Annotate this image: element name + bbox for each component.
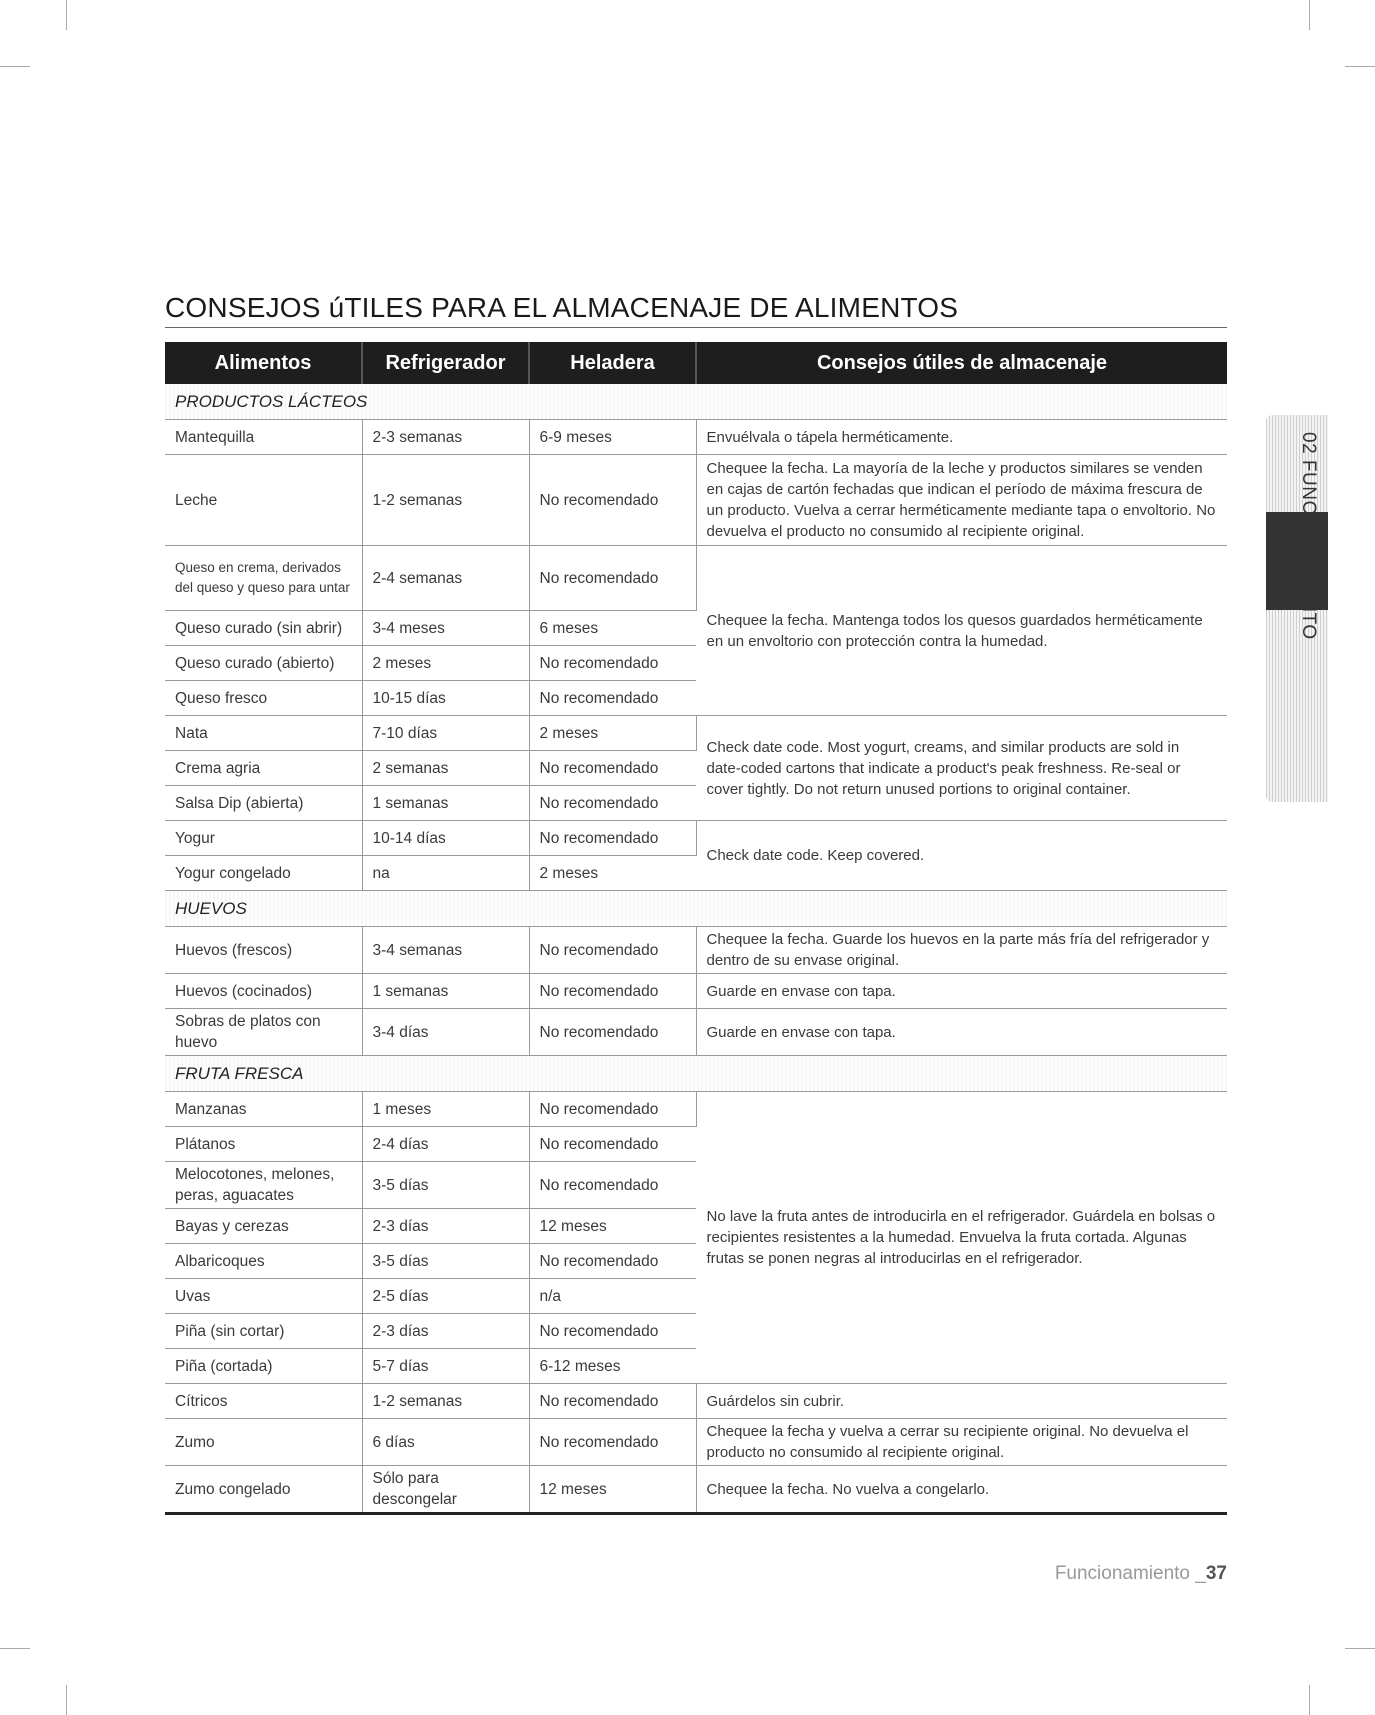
fridge-time: 2 semanas [362,751,529,786]
food-name: Plátanos [165,1127,362,1162]
page-title: CONSEJOS úTILES PARA EL ALMACENAJE DE ALIMENTOS [165,292,959,323]
fridge-time: 3-4 meses [362,611,529,646]
freezer-time: No recomendado [529,1092,696,1127]
crop-mark [1309,0,1310,30]
food-storage-table [165,342,1227,1515]
fridge-time: 1-2 semanas [362,1384,529,1419]
food-name: Zumo [165,1419,362,1466]
freezer-time: 6 meses [529,611,696,646]
food-name: Leche [165,455,362,546]
freezer-time: No recomendado [529,455,696,546]
freezer-time: No recomendado [529,751,696,786]
fridge-time: 5-7 días [362,1349,529,1384]
freezer-time: 12 meses [529,1209,696,1244]
fridge-time: 7-10 días [362,716,529,751]
section-heading-dairy: PRODUCTOS LÁCTEOS [165,384,1227,420]
crop-mark [1309,1685,1310,1715]
storage-tip: Guarde en envase con tapa. [696,1009,1227,1056]
column-header-consejos: Consejos útiles de almacenaje [696,342,1227,384]
food-name: Huevos (frescos) [165,927,362,974]
table-row [165,546,1227,611]
freezer-time: No recomendado [529,1314,696,1349]
food-name: Queso en crema, derivados del queso y queso para untar [165,546,362,611]
table-row [165,927,1227,974]
table-row [165,974,1227,1009]
freezer-time: No recomendado [529,1384,696,1419]
fridge-time: 3-4 días [362,1009,529,1056]
section-heading-eggs: HUEVOS [165,891,1227,927]
food-name: Mantequilla [165,420,362,455]
page-number: 37 [1205,1563,1227,1584]
table-row [165,1419,1227,1466]
chapter-tab-label: 02 FUNCIONAMIENTO [1298,432,1319,640]
freezer-time: No recomendado [529,1244,696,1279]
freezer-time: No recomendado [529,927,696,974]
column-header-refrigerador: Refrigerador [362,342,529,384]
food-name: Piña (sin cortar) [165,1314,362,1349]
fridge-time: 2-5 días [362,1279,529,1314]
food-name: Queso curado (sin abrir) [165,611,362,646]
storage-tip: Chequee la fecha. La mayoría de la leche y productos similares se venden en cajas de cartón fechadas que indican el período de máxima frescura de un producto. Vuelva a cerrar herméticamente mediante tapa o envoltorio. No devuelva el producto no consumido al recipiente original. [696,455,1227,546]
food-name: Yogur [165,821,362,856]
freezer-time: No recomendado [529,821,696,856]
storage-tip: Guarde en envase con tapa. [696,974,1227,1009]
food-name: Queso fresco [165,681,362,716]
food-name: Huevos (cocinados) [165,974,362,1009]
freezer-time: No recomendado [529,646,696,681]
freezer-time: No recomendado [529,974,696,1009]
freezer-time: No recomendado [529,786,696,821]
freezer-time: n/a [529,1279,696,1314]
freezer-time: 2 meses [529,716,696,751]
fridge-time: 2-3 semanas [362,420,529,455]
fridge-time: 1 semanas [362,786,529,821]
crop-mark [0,66,30,67]
column-header-alimentos: Alimentos [165,342,362,384]
food-name: Yogur congelado [165,856,362,891]
food-name: Queso curado (abierto) [165,646,362,681]
food-name: Bayas y cerezas [165,1209,362,1244]
fridge-time: 3-5 días [362,1244,529,1279]
fridge-time: 1 semanas [362,974,529,1009]
freezer-time: No recomendado [529,681,696,716]
section-heading-fruit: FRUTA FRESCA [165,1056,1227,1092]
table-row [165,1092,1227,1127]
table-row [165,716,1227,751]
fridge-time: 2-4 semanas [362,546,529,611]
table-row [165,1466,1227,1514]
food-name: Uvas [165,1279,362,1314]
food-name: Nata [165,716,362,751]
table-row [165,455,1227,546]
fridge-time: 6 días [362,1419,529,1466]
food-name: Cítricos [165,1384,362,1419]
storage-tip: Chequee la fecha. Mantenga todos los quesos guardados herméticamente en un envoltorio con protección contra la humedad. [696,546,1227,716]
food-name: Zumo congelado [165,1466,362,1514]
fridge-time: 2-3 días [362,1314,529,1349]
food-name: Salsa Dip (abierta) [165,786,362,821]
freezer-time: No recomendado [529,546,696,611]
freezer-time: No recomendado [529,1162,696,1209]
fridge-time: 3-4 semanas [362,927,529,974]
fridge-time: 10-15 días [362,681,529,716]
crop-mark [1345,1648,1375,1649]
freezer-time: 6-9 meses [529,420,696,455]
fridge-time: na [362,856,529,891]
title-divider [165,327,1227,328]
crop-mark [0,1648,30,1649]
fridge-time: 3-5 días [362,1162,529,1209]
storage-tip: Chequee la fecha y vuelva a cerrar su recipiente original. No devuelva el producto no consumido al recipiente original. [696,1419,1227,1466]
food-name: Manzanas [165,1092,362,1127]
fridge-time: 2 meses [362,646,529,681]
table-row [165,1009,1227,1056]
storage-tip: Chequee la fecha. Guarde los huevos en la parte más fría del refrigerador y dentro de su envase original. [696,927,1227,974]
food-name: Melocotones, melones, peras, aguacates [165,1162,362,1209]
table-row [165,420,1227,455]
freezer-time: No recomendado [529,1127,696,1162]
food-name: Sobras de platos con huevo [165,1009,362,1056]
table-row [165,1384,1227,1419]
food-name: Albaricoques [165,1244,362,1279]
food-name: Piña (cortada) [165,1349,362,1384]
fridge-time: 1-2 semanas [362,455,529,546]
crop-mark [66,0,67,30]
column-header-heladera: Heladera [529,342,696,384]
fridge-time: 2-3 días [362,1209,529,1244]
table-row [165,821,1227,856]
storage-tip: No lave la fruta antes de introducirla en el refrigerador. Guárdela en bolsas o recipientes resistentes a la humedad. Envuelva la fruta cortada. Algunas frutas se ponen negras al introducirlas en el refrigerador. [696,1092,1227,1384]
fridge-time: 2-4 días [362,1127,529,1162]
storage-tip: Chequee la fecha. No vuelva a congelarlo. [696,1466,1227,1514]
fridge-time: 10-14 días [362,821,529,856]
freezer-time: 12 meses [529,1466,696,1514]
crop-mark [1345,66,1375,67]
storage-tip: Envuélvala o tápela herméticamente. [696,420,1227,455]
storage-tip: Check date code. Most yogurt, creams, and similar products are sold in date-coded cartons that indicate a product's peak freshness. Re-seal or cover tightly. Do not return unused portions to original container. [696,716,1227,821]
freezer-time: No recomendado [529,1009,696,1056]
footer-label: Funcionamiento _ [1054,1563,1206,1584]
crop-mark [66,1685,67,1715]
freezer-time: 2 meses [529,856,696,891]
page-footer [1055,1563,1227,1585]
freezer-time: No recomendado [529,1419,696,1466]
storage-tip: Guárdelos sin cubrir. [696,1384,1227,1419]
storage-tip: Check date code. Keep covered. [696,821,1227,891]
food-name: Crema agria [165,751,362,786]
fridge-time: 1 meses [362,1092,529,1127]
freezer-time: 6-12 meses [529,1349,696,1384]
fridge-time: Sólo para descongelar [362,1466,529,1514]
